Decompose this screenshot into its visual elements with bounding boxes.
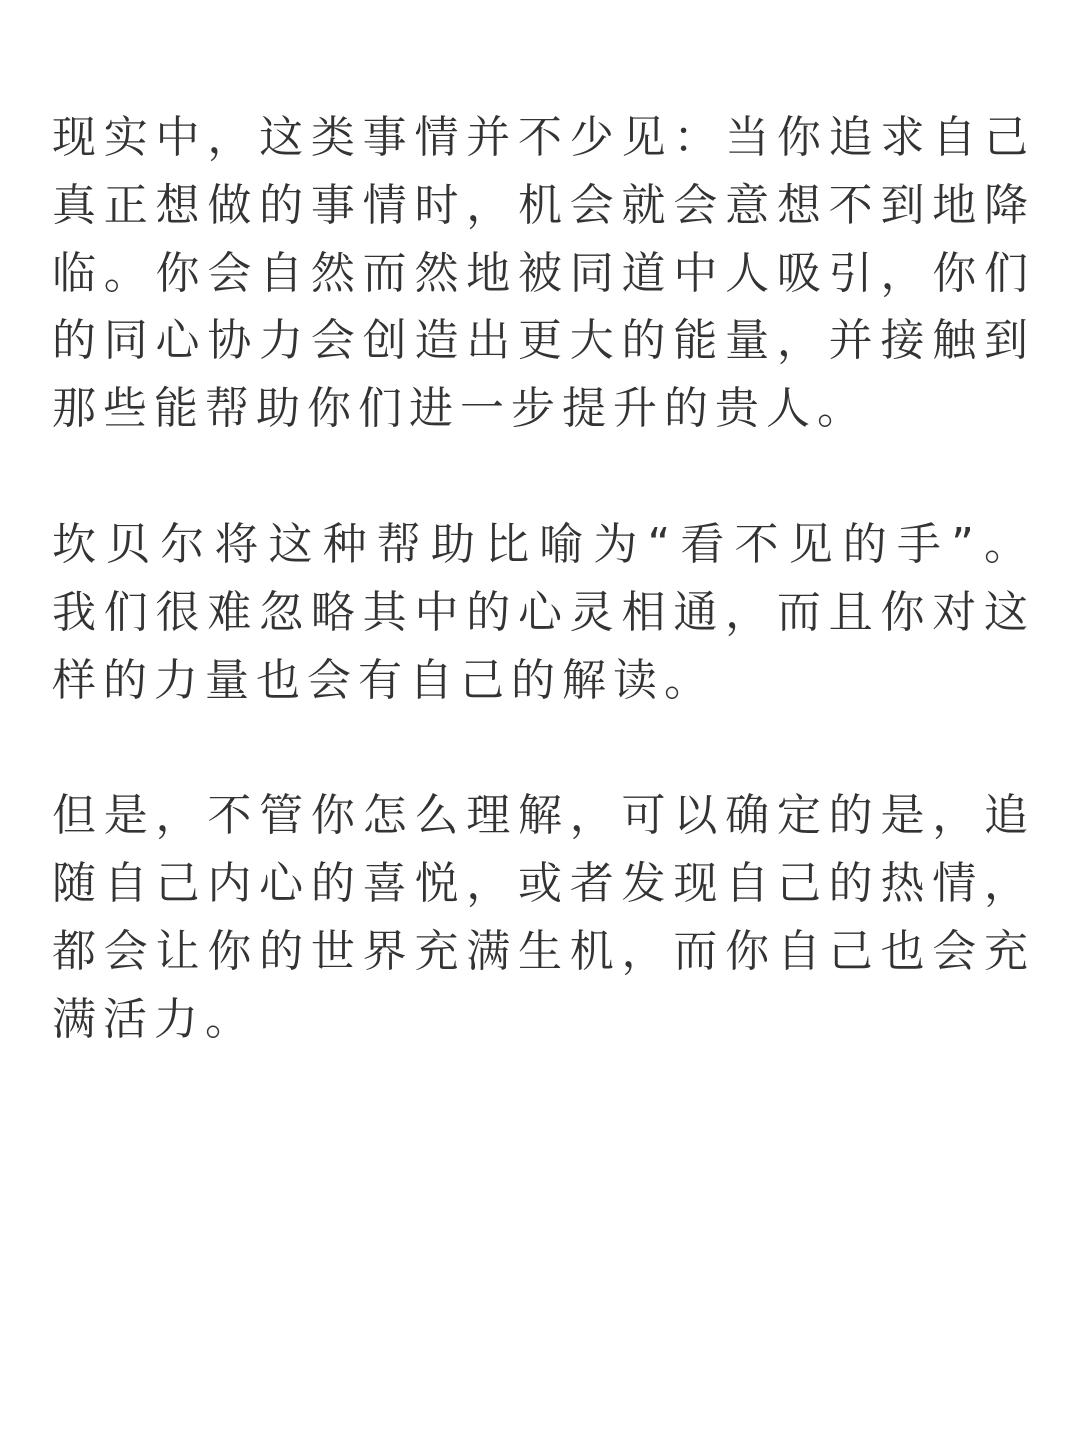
text-line: 那些能帮助你们进一步提升的贵人。	[52, 383, 868, 435]
paragraph-2	[52, 511, 1028, 714]
text-line: 随自己内心的喜悦，或者发现自己的热情，	[52, 858, 1028, 910]
text-line: 但是，不管你怎么理解，可以确定的是，追	[52, 790, 1028, 842]
text-line: 都会让你的世界充满生机，而你自己也会充	[52, 925, 1028, 977]
article-body	[52, 104, 1028, 1122]
text-line: 样的力量也会有自己的解读。	[52, 654, 715, 706]
paragraph-1	[52, 104, 1028, 443]
text-line: 我们很难忽略其中的心灵相通，而且你对这	[52, 586, 1028, 638]
text-line: 现实中，这类事情并不少见：当你追求自己	[52, 112, 1028, 163]
text-line: 的同心协力会创造出更大的能量，并接触到	[52, 315, 1028, 367]
text-line: 满活力。	[52, 993, 256, 1045]
paragraph-3	[52, 782, 1028, 1053]
text-line: 坎贝尔将这种帮助比喻为“看不见的手”。	[52, 518, 1028, 570]
text-line: 真正想做的事情时，机会就会意想不到地降	[52, 179, 1028, 231]
text-line: 临。你会自然而然地被同道中人吸引，你们	[52, 247, 1028, 299]
